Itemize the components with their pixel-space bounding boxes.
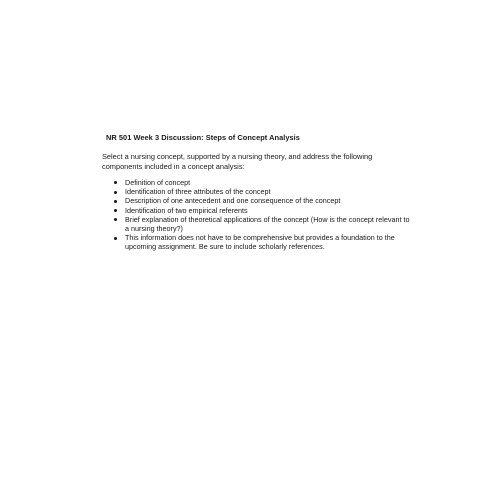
document-title: NR 501 Week 3 Discussion: Steps of Concept Analysis [106, 133, 300, 142]
bullet-icon [114, 209, 117, 212]
list-item [114, 187, 414, 196]
list-item-text: This information does not have to be comprehensive but provides a foundation to the upcoming assignment. Be sure to include scholarly references. [125, 233, 395, 252]
list-item-text: Brief explanation of theoretical applications of the concept (How is the concept relevant to a nursing theory?) [125, 214, 410, 234]
list-item-text: Identification of three attributes of the concept [125, 187, 271, 197]
bullet-icon [114, 218, 117, 221]
list-item-text: Identification of two empirical referents [125, 205, 248, 215]
list-item [114, 215, 414, 233]
list-item [114, 196, 414, 205]
list-item-text: Definition of concept [125, 178, 191, 187]
bullet-icon [114, 237, 117, 240]
list-item [114, 206, 414, 215]
bullet-icon [114, 181, 117, 184]
list-item-text: Description of one antecedent and one consequence of the concept [125, 196, 341, 206]
bullet-icon [114, 200, 117, 203]
intro-paragraph: Select a nursing concept, supported by a nursing theory, and address the following components included in a concept analysis: [102, 152, 373, 171]
list-item [114, 233, 414, 251]
bullet-list [114, 178, 414, 252]
list-item [114, 178, 414, 187]
bullet-icon [114, 191, 117, 194]
